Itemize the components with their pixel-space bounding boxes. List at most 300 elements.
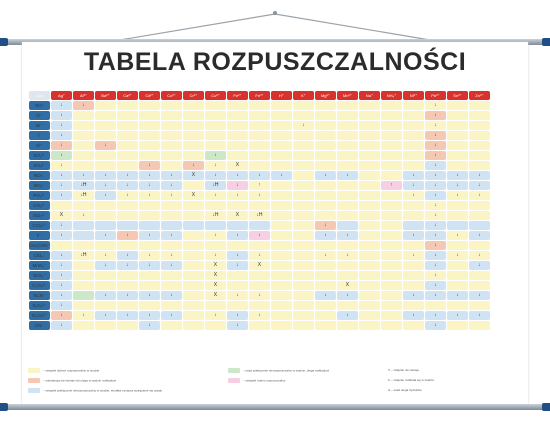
table-row bbox=[29, 181, 490, 190]
solubility-mark bbox=[293, 241, 314, 250]
solubility-mark bbox=[183, 181, 204, 190]
solubility-mark bbox=[469, 281, 490, 290]
solubility-mark bbox=[293, 191, 314, 200]
solubility-cell bbox=[293, 271, 314, 280]
solubility-cell bbox=[359, 161, 380, 170]
solubility-cell bbox=[183, 291, 204, 300]
solubility-cell bbox=[381, 201, 402, 210]
solubility-mark: ↓ bbox=[95, 231, 116, 240]
solubility-mark bbox=[315, 101, 336, 110]
solubility-cell bbox=[403, 161, 424, 170]
solubility-cell bbox=[139, 101, 160, 110]
solubility-mark: ↓ bbox=[227, 191, 248, 200]
table-row bbox=[29, 111, 490, 120]
solubility-mark bbox=[205, 101, 226, 110]
solubility-cell bbox=[227, 121, 248, 130]
solubility-cell bbox=[205, 231, 226, 240]
cation-header: K⁺ bbox=[293, 91, 314, 100]
table-row bbox=[29, 251, 490, 260]
solubility-cell bbox=[293, 111, 314, 120]
solubility-cell bbox=[227, 321, 248, 330]
solubility-cell bbox=[425, 261, 446, 270]
table-row bbox=[29, 321, 490, 330]
solubility-cell bbox=[51, 141, 72, 150]
solubility-cell bbox=[249, 211, 270, 220]
solubility-cell bbox=[359, 151, 380, 160]
solubility-mark bbox=[315, 151, 336, 160]
solubility-cell bbox=[161, 251, 182, 260]
solubility-mark: ↓ bbox=[403, 231, 424, 240]
solubility-cell bbox=[139, 181, 160, 190]
solubility-mark: ↓ bbox=[337, 311, 358, 320]
solubility-mark: ↓ bbox=[227, 231, 248, 240]
solubility-cell bbox=[403, 141, 424, 150]
solubility-mark bbox=[381, 221, 402, 230]
solubility-cell bbox=[447, 271, 468, 280]
solubility-cell bbox=[315, 181, 336, 190]
solubility-cell bbox=[359, 171, 380, 180]
solubility-cell bbox=[51, 301, 72, 310]
solubility-mark bbox=[271, 181, 292, 190]
solubility-mark bbox=[447, 151, 468, 160]
solubility-mark bbox=[249, 111, 270, 120]
solubility-mark bbox=[315, 161, 336, 170]
solubility-mark bbox=[381, 301, 402, 310]
solubility-mark bbox=[403, 261, 424, 270]
solubility-mark: ↓ bbox=[249, 171, 270, 180]
solubility-cell bbox=[359, 141, 380, 150]
table-row bbox=[29, 161, 490, 170]
solubility-cell bbox=[205, 111, 226, 120]
solubility-mark bbox=[359, 251, 380, 260]
solubility-mark: ↓ bbox=[161, 251, 182, 260]
solubility-cell bbox=[249, 251, 270, 260]
solubility-mark bbox=[139, 271, 160, 280]
solubility-cell bbox=[469, 131, 490, 140]
solubility-cell bbox=[161, 141, 182, 150]
solubility-cell bbox=[73, 141, 94, 150]
solubility-cell bbox=[139, 241, 160, 250]
solubility-mark bbox=[447, 201, 468, 210]
solubility-mark bbox=[205, 301, 226, 310]
anion-header: C₂O₄²⁻ bbox=[29, 281, 50, 290]
solubility-cell bbox=[315, 111, 336, 120]
solubility-cell bbox=[447, 301, 468, 310]
solubility-mark bbox=[403, 271, 424, 280]
solubility-mark: ↓ bbox=[425, 201, 446, 210]
solubility-mark bbox=[95, 281, 116, 290]
solubility-mark bbox=[359, 151, 380, 160]
solubility-mark: ↓ bbox=[117, 291, 138, 300]
corner-label: Jon bbox=[29, 91, 50, 100]
solubility-mark bbox=[183, 271, 204, 280]
anion-header: SO₃²⁻ bbox=[29, 151, 50, 160]
solubility-cell bbox=[73, 281, 94, 290]
solubility-cell bbox=[337, 131, 358, 140]
solubility-cell bbox=[469, 211, 490, 220]
solubility-mark bbox=[447, 121, 468, 130]
solubility-mark: X bbox=[227, 211, 248, 220]
solubility-cell bbox=[271, 171, 292, 180]
solubility-mark bbox=[95, 321, 116, 330]
solubility-cell bbox=[249, 131, 270, 140]
solubility-mark bbox=[381, 141, 402, 150]
solubility-mark bbox=[403, 111, 424, 120]
solubility-cell bbox=[293, 161, 314, 170]
solubility-cell bbox=[337, 161, 358, 170]
solubility-mark: ↓ bbox=[139, 231, 160, 240]
solubility-cell bbox=[117, 141, 138, 150]
solubility-cell bbox=[425, 231, 446, 240]
solubility-mark bbox=[403, 161, 424, 170]
solubility-mark bbox=[293, 141, 314, 150]
solubility-mark bbox=[117, 121, 138, 130]
solubility-mark: ↓ bbox=[249, 191, 270, 200]
solubility-cell bbox=[205, 201, 226, 210]
solubility-cell bbox=[447, 241, 468, 250]
solubility-mark: ↓ bbox=[205, 171, 226, 180]
solubility-cell bbox=[337, 231, 358, 240]
solubility-mark bbox=[381, 291, 402, 300]
solubility-mark bbox=[271, 191, 292, 200]
solubility-mark bbox=[161, 271, 182, 280]
solubility-cell bbox=[271, 101, 292, 110]
solubility-mark bbox=[73, 291, 94, 300]
solubility-cell bbox=[205, 241, 226, 250]
solubility-mark: ↓ bbox=[249, 231, 270, 240]
solubility-cell bbox=[95, 291, 116, 300]
solubility-cell bbox=[425, 241, 446, 250]
legend-text: – związek dobrze rozpuszczalny w wodzie bbox=[43, 368, 100, 373]
solubility-cell bbox=[337, 181, 358, 190]
solubility-cell bbox=[293, 211, 314, 220]
solubility-mark bbox=[447, 221, 468, 230]
solubility-cell bbox=[469, 151, 490, 160]
solubility-cell bbox=[51, 241, 72, 250]
solubility-mark bbox=[403, 281, 424, 290]
solubility-mark: ↓ bbox=[425, 241, 446, 250]
solubility-cell bbox=[447, 141, 468, 150]
solubility-cell bbox=[403, 211, 424, 220]
table-row bbox=[29, 141, 490, 150]
solubility-cell bbox=[161, 311, 182, 320]
anion-header: OH⁻ bbox=[29, 101, 50, 110]
solubility-cell bbox=[183, 251, 204, 260]
solubility-cell bbox=[469, 141, 490, 150]
solubility-mark bbox=[161, 141, 182, 150]
solubility-mark bbox=[205, 201, 226, 210]
solubility-mark bbox=[139, 301, 160, 310]
solubility-mark: ↓ bbox=[447, 311, 468, 320]
solubility-mark bbox=[139, 241, 160, 250]
solubility-table bbox=[28, 90, 491, 331]
solubility-cell bbox=[469, 291, 490, 300]
solubility-cell bbox=[447, 171, 468, 180]
solubility-mark: ↓ bbox=[139, 311, 160, 320]
solubility-mark bbox=[469, 271, 490, 280]
cation-header: Cd²⁺ bbox=[139, 91, 160, 100]
solubility-cell bbox=[359, 121, 380, 130]
solubility-cell bbox=[293, 311, 314, 320]
solubility-cell bbox=[249, 111, 270, 120]
solubility-mark: ↓ bbox=[315, 251, 336, 260]
solubility-mark bbox=[359, 221, 380, 230]
legend-swatch bbox=[228, 378, 240, 383]
solubility-poster bbox=[22, 42, 528, 404]
solubility-mark: ↓ bbox=[315, 221, 336, 230]
anion-header: CN⁻ bbox=[29, 321, 50, 330]
solubility-cell bbox=[51, 151, 72, 160]
solubility-mark: ↓ bbox=[51, 111, 72, 120]
solubility-mark bbox=[271, 261, 292, 270]
solubility-cell bbox=[469, 261, 490, 270]
solubility-cell bbox=[271, 111, 292, 120]
solubility-mark: ↓ bbox=[139, 261, 160, 270]
solubility-mark bbox=[161, 321, 182, 330]
solubility-cell bbox=[227, 311, 248, 320]
table-row bbox=[29, 291, 490, 300]
solubility-cell bbox=[227, 291, 248, 300]
solubility-mark bbox=[293, 131, 314, 140]
solubility-mark bbox=[227, 281, 248, 290]
solubility-mark: X bbox=[183, 171, 204, 180]
solubility-cell bbox=[337, 211, 358, 220]
solubility-cell bbox=[161, 261, 182, 270]
solubility-mark bbox=[271, 251, 292, 260]
solubility-mark bbox=[315, 311, 336, 320]
anion-header: S²⁻ bbox=[29, 141, 50, 150]
solubility-mark: ↓ bbox=[249, 291, 270, 300]
solubility-cell bbox=[205, 121, 226, 130]
solubility-mark bbox=[227, 221, 248, 230]
solubility-mark bbox=[183, 231, 204, 240]
solubility-cell bbox=[249, 281, 270, 290]
solubility-mark bbox=[249, 121, 270, 130]
solubility-mark bbox=[381, 101, 402, 110]
legend-text: H – osad ulega hydrolizie bbox=[388, 388, 422, 392]
solubility-mark bbox=[381, 191, 402, 200]
solubility-cell bbox=[425, 111, 446, 120]
solubility-cell bbox=[51, 201, 72, 210]
solubility-mark: ↓ bbox=[447, 231, 468, 240]
solubility-mark: ↓H bbox=[205, 181, 226, 190]
solubility-cell bbox=[95, 261, 116, 270]
solubility-mark bbox=[381, 171, 402, 180]
solubility-mark bbox=[381, 161, 402, 170]
table-row bbox=[29, 151, 490, 160]
solubility-mark bbox=[95, 121, 116, 130]
cation-header: Cu²⁺ bbox=[205, 91, 226, 100]
solubility-mark bbox=[73, 241, 94, 250]
solubility-mark: ↓ bbox=[139, 181, 160, 190]
solubility-cell bbox=[381, 131, 402, 140]
solubility-mark bbox=[95, 301, 116, 310]
solubility-cell bbox=[249, 291, 270, 300]
cation-header: Al³⁺ bbox=[73, 91, 94, 100]
rod-cap-right-icon bbox=[542, 38, 550, 46]
solubility-cell bbox=[469, 171, 490, 180]
solubility-mark bbox=[227, 141, 248, 150]
solubility-cell bbox=[73, 301, 94, 310]
rod-cap-left-icon bbox=[0, 38, 8, 46]
solubility-mark bbox=[183, 201, 204, 210]
solubility-cell bbox=[271, 221, 292, 230]
solubility-cell bbox=[425, 251, 446, 260]
solubility-cell bbox=[139, 161, 160, 170]
solubility-mark bbox=[161, 201, 182, 210]
anion-header: I⁻ bbox=[29, 131, 50, 140]
solubility-mark bbox=[447, 111, 468, 120]
solubility-cell bbox=[315, 231, 336, 240]
solubility-cell bbox=[51, 271, 72, 280]
solubility-mark: ↓ bbox=[95, 251, 116, 260]
solubility-mark bbox=[337, 201, 358, 210]
solubility-cell bbox=[183, 231, 204, 240]
solubility-mark: ↓ bbox=[227, 261, 248, 270]
solubility-cell bbox=[139, 151, 160, 160]
solubility-cell bbox=[161, 231, 182, 240]
solubility-mark: ↓ bbox=[117, 231, 138, 240]
solubility-mark bbox=[249, 101, 270, 110]
solubility-cell bbox=[205, 291, 226, 300]
table-row bbox=[29, 301, 490, 310]
solubility-cell bbox=[51, 281, 72, 290]
solubility-cell bbox=[425, 321, 446, 330]
solubility-mark bbox=[293, 201, 314, 210]
solubility-mark bbox=[337, 271, 358, 280]
solubility-cell bbox=[95, 301, 116, 310]
solubility-cell bbox=[227, 231, 248, 240]
solubility-mark bbox=[293, 181, 314, 190]
solubility-cell bbox=[161, 161, 182, 170]
legend-text: – osad praktycznie nierozpuszczalny w wodzie, ulega rozkładowi bbox=[243, 368, 330, 373]
solubility-mark bbox=[183, 101, 204, 110]
solubility-mark: ↓ bbox=[51, 151, 72, 160]
solubility-cell bbox=[337, 241, 358, 250]
solubility-cell bbox=[249, 311, 270, 320]
solubility-cell bbox=[315, 261, 336, 270]
solubility-mark: ↓ bbox=[469, 181, 490, 190]
solubility-cell bbox=[359, 201, 380, 210]
solubility-mark bbox=[51, 201, 72, 210]
solubility-cell bbox=[95, 161, 116, 170]
solubility-mark bbox=[337, 141, 358, 150]
solubility-mark bbox=[73, 271, 94, 280]
solubility-mark bbox=[381, 111, 402, 120]
solubility-mark: ↓ bbox=[51, 231, 72, 240]
solubility-mark: ↓ bbox=[51, 141, 72, 150]
solubility-cell bbox=[183, 281, 204, 290]
solubility-cell bbox=[95, 171, 116, 180]
solubility-cell bbox=[359, 271, 380, 280]
solubility-mark bbox=[161, 211, 182, 220]
solubility-mark: ↓H bbox=[73, 251, 94, 260]
solubility-cell bbox=[271, 271, 292, 280]
solubility-mark bbox=[73, 111, 94, 120]
solubility-mark bbox=[403, 241, 424, 250]
solubility-cell bbox=[73, 271, 94, 280]
solubility-mark: ↓ bbox=[293, 121, 314, 130]
solubility-mark bbox=[337, 181, 358, 190]
rod-cap-left-icon bbox=[0, 403, 8, 411]
solubility-cell bbox=[469, 281, 490, 290]
solubility-mark: ↓ bbox=[469, 171, 490, 180]
solubility-mark bbox=[183, 241, 204, 250]
anion-header: PO₄³⁻ bbox=[29, 191, 50, 200]
cation-header: Co²⁺ bbox=[161, 91, 182, 100]
solubility-cell bbox=[293, 291, 314, 300]
solubility-mark: ↓ bbox=[73, 311, 94, 320]
solubility-mark: ↓ bbox=[117, 261, 138, 270]
solubility-cell bbox=[403, 201, 424, 210]
solubility-cell bbox=[139, 231, 160, 240]
solubility-cell bbox=[139, 221, 160, 230]
solubility-cell bbox=[293, 251, 314, 260]
cation-header: Zn²⁺ bbox=[469, 91, 490, 100]
solubility-mark bbox=[183, 311, 204, 320]
solubility-cell bbox=[403, 101, 424, 110]
cation-header-row bbox=[29, 91, 490, 100]
solubility-mark bbox=[227, 201, 248, 210]
solubility-mark bbox=[359, 301, 380, 310]
solubility-cell bbox=[117, 131, 138, 140]
solubility-mark bbox=[271, 121, 292, 130]
solubility-cell bbox=[117, 271, 138, 280]
solubility-mark bbox=[183, 261, 204, 270]
solubility-cell bbox=[183, 311, 204, 320]
solubility-mark: ↓ bbox=[51, 271, 72, 280]
solubility-mark: ↓ bbox=[183, 161, 204, 170]
solubility-mark: ↓ bbox=[447, 181, 468, 190]
solubility-mark bbox=[359, 321, 380, 330]
solubility-cell bbox=[161, 221, 182, 230]
cation-header: H⁺ bbox=[271, 91, 292, 100]
legend-swatch bbox=[28, 378, 40, 383]
solubility-cell bbox=[381, 191, 402, 200]
solubility-cell bbox=[337, 301, 358, 310]
solubility-cell bbox=[425, 171, 446, 180]
solubility-mark bbox=[315, 191, 336, 200]
legend-text: – związek praktycznie nierozpuszczalny w wodzie; strzałka oznacza wytrącanie się osadu bbox=[43, 388, 163, 393]
solubility-mark bbox=[315, 241, 336, 250]
solubility-cell bbox=[425, 161, 446, 170]
solubility-cell bbox=[381, 151, 402, 160]
solubility-mark bbox=[293, 161, 314, 170]
solubility-cell bbox=[447, 231, 468, 240]
solubility-mark: ↓ bbox=[51, 281, 72, 290]
solubility-cell bbox=[51, 161, 72, 170]
solubility-mark: ↓ bbox=[425, 121, 446, 130]
solubility-cell bbox=[425, 311, 446, 320]
solubility-mark bbox=[227, 101, 248, 110]
anion-header: CO₃²⁻ bbox=[29, 201, 50, 210]
solubility-mark bbox=[271, 101, 292, 110]
solubility-cell bbox=[425, 101, 446, 110]
anion-header: SO₄²⁻ bbox=[29, 161, 50, 170]
solubility-cell bbox=[359, 291, 380, 300]
solubility-mark: ↓ bbox=[51, 181, 72, 190]
solubility-cell bbox=[469, 121, 490, 130]
solubility-cell bbox=[293, 221, 314, 230]
solubility-mark: X bbox=[205, 291, 226, 300]
solubility-mark: ↓ bbox=[447, 291, 468, 300]
legend-swatch bbox=[228, 368, 240, 373]
solubility-mark: ↓ bbox=[249, 251, 270, 260]
solubility-cell bbox=[227, 241, 248, 250]
solubility-cell bbox=[95, 131, 116, 140]
solubility-mark: ↓ bbox=[337, 251, 358, 260]
solubility-mark bbox=[161, 221, 182, 230]
